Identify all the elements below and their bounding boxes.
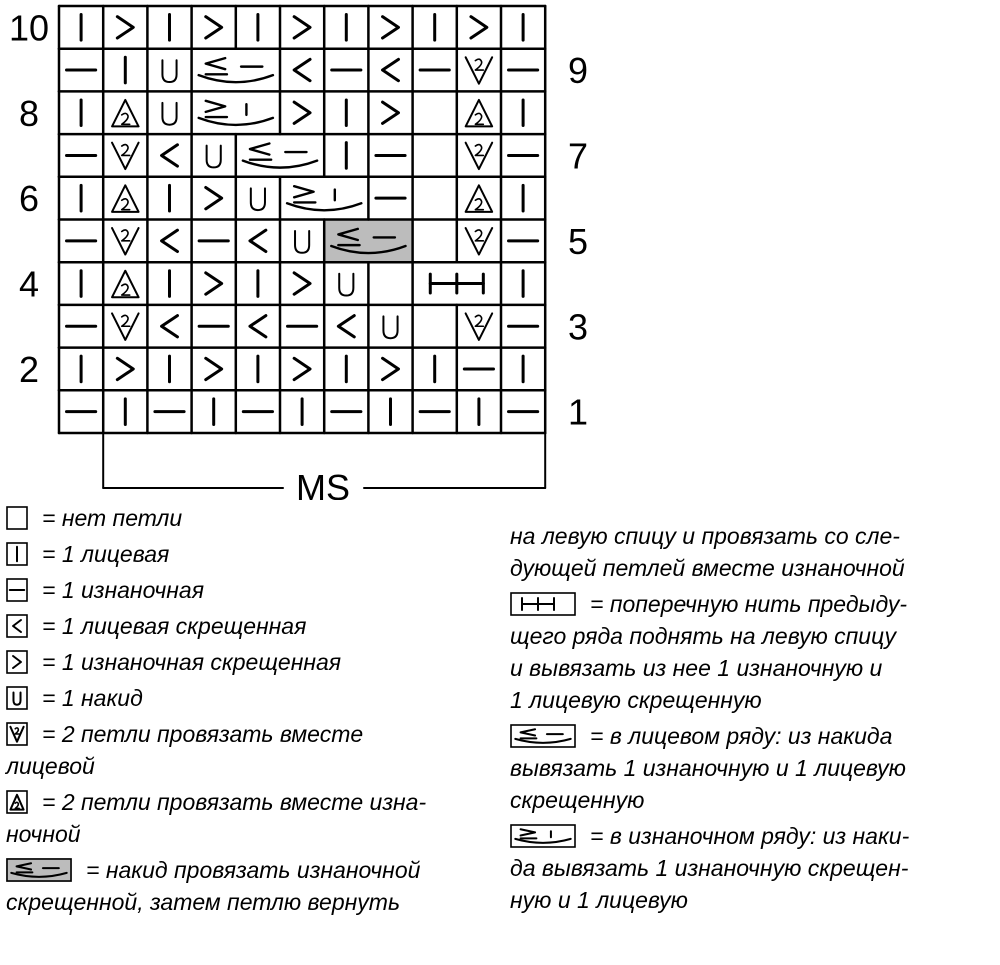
cell-wp: [287, 186, 361, 210]
legend-left-text: = 1 изнаночная: [42, 577, 204, 603]
legend-left-text: = 1 накид: [42, 685, 143, 711]
legend-right-text: вывязать 1 изнаночную и 1 лицевую: [510, 755, 906, 781]
legend-right-text: дующей петлей вместе изнаночной: [510, 555, 905, 581]
cell-ptbl: [338, 316, 354, 337]
ms-label: MS: [296, 467, 350, 500]
row-number-left: 8: [18, 92, 40, 134]
legend-yo-icon: [6, 686, 28, 710]
row-number-right: 5: [567, 220, 589, 262]
cell-yo: [339, 274, 353, 296]
row-number-left: 4: [18, 263, 40, 305]
row-number-right: 1: [567, 391, 589, 433]
legend-ws-icon: [510, 724, 576, 748]
legend-left-text: = 1 лицевая: [42, 541, 170, 567]
cell-yo: [162, 103, 176, 125]
cell-p2tog: [112, 271, 139, 297]
cell-ktbl: [117, 17, 133, 38]
cell-p2tog: [112, 100, 139, 126]
row-number-right: 9: [567, 50, 589, 92]
cell-ktbl: [117, 358, 133, 379]
legend-right-item: [510, 820, 1000, 916]
cell-ktbl: [383, 17, 399, 38]
cell-bar: [430, 274, 483, 293]
legend-p2tog-icon: [6, 790, 28, 814]
legend-wp-icon: [510, 824, 576, 848]
cell-ktbl: [294, 358, 310, 379]
cell-p2tog: [466, 100, 493, 126]
row-number-right: 3: [567, 306, 589, 348]
legend-left-item: [6, 502, 496, 534]
row-number-left: 2: [18, 348, 40, 390]
legend-wsg-icon: [6, 858, 72, 882]
cell-ktbl: [206, 17, 222, 38]
legend-empty-icon: [6, 506, 28, 530]
legend-left: [6, 502, 496, 922]
legend-right: [510, 520, 1000, 920]
cell-k2tog: [466, 228, 493, 254]
cell-yo: [251, 188, 265, 210]
legend-right-text: и вывязать из нее 1 изнаночную и: [510, 655, 883, 681]
legend-right-item: [510, 720, 1000, 816]
cell-ktbl: [294, 17, 310, 38]
legend-right-text: = поперечную нить предыду-: [590, 591, 908, 617]
legend-left-text: лицевой: [6, 753, 95, 779]
legend-left-item: [6, 610, 496, 642]
legend-right-text: скрещенную: [510, 787, 645, 813]
cell-p2tog: [112, 185, 139, 211]
cell-wsg: [324, 220, 412, 263]
legend-right-text: = в лицевом ряду: из накида: [590, 723, 893, 749]
cell-ktbl: [206, 187, 222, 208]
cell-ktbl: [294, 102, 310, 123]
cell-ktbl: [383, 102, 399, 123]
row-number-right: 7: [567, 135, 589, 177]
cell-ptbl: [383, 59, 399, 80]
legend-bar-icon: [510, 592, 576, 616]
legend-left-text: = 1 изнаночная скрещенная: [42, 649, 342, 675]
cell-yo: [162, 60, 176, 82]
legend-left-item: [6, 718, 496, 782]
legend-left-item: [6, 682, 496, 714]
cell-ptbl: [162, 145, 178, 166]
legend-left-item: [6, 646, 496, 678]
legend-left-text: ночной: [6, 821, 81, 847]
legend-p-icon: [6, 578, 28, 602]
cell-ws: [199, 58, 273, 82]
legend-right-text: = в изнаночном ряду: из наки-: [590, 823, 910, 849]
cell-k2tog: [466, 313, 493, 339]
legend-left-item: [6, 786, 496, 850]
legend-ptbl-icon: [6, 614, 28, 638]
cell-k2tog: [466, 143, 493, 169]
legend-left-text: = 1 лицевая скрещенная: [42, 613, 307, 639]
legend-ktbl-icon: [6, 650, 28, 674]
legend-right-text: щего ряда поднять на левую спицу: [510, 623, 896, 649]
legend-left-text: = 2 петли провязать вместе изна-: [42, 789, 427, 815]
cell-yo: [207, 146, 221, 168]
cell-yo: [383, 316, 397, 338]
legend-left-text: скрещенной, затем петлю вернуть: [6, 889, 401, 915]
legend-right-item: [510, 588, 1000, 716]
legend-k2tog-icon: [6, 722, 28, 746]
cell-ktbl: [206, 358, 222, 379]
cell-p2tog: [466, 185, 493, 211]
cell-ws: [243, 143, 317, 167]
cell-ptbl: [162, 230, 178, 251]
cell-ktbl: [471, 17, 487, 38]
legend-left-item: [6, 854, 496, 918]
cell-ktbl: [383, 358, 399, 379]
cell-ktbl: [294, 273, 310, 294]
legend-left-text: = нет петли: [42, 505, 183, 531]
legend-right-text: на левую спицу и провязать со сле-: [510, 523, 900, 549]
cell-ptbl: [294, 59, 310, 80]
cell-wp: [199, 101, 273, 125]
legend-right-item: [510, 520, 1000, 584]
cell-ptbl: [162, 316, 178, 337]
legend-k-icon: [6, 542, 28, 566]
cell-ptbl: [250, 316, 266, 337]
row-number-left: 6: [18, 178, 40, 220]
row-number-left: 10: [8, 7, 50, 49]
legend-left-item: [6, 538, 496, 570]
cell-k2tog: [112, 228, 139, 254]
legend-left-text: = 2 петли провязать вместе: [42, 721, 364, 747]
legend-right-text: 1 лицевую скрещенную: [510, 687, 762, 713]
cell-ptbl: [250, 230, 266, 251]
legend-right-text: да вывязать 1 изнаночную скрещен-: [510, 855, 909, 881]
legend-right-text: ную и 1 лицевую: [510, 887, 688, 913]
cell-k2tog: [112, 313, 139, 339]
legend-left-item: [6, 574, 496, 606]
cell-k2tog: [112, 143, 139, 169]
cell-yo: [295, 231, 309, 253]
cell-ktbl: [206, 273, 222, 294]
cell-k2tog: [466, 57, 493, 83]
legend-left-text: = накид провязать изнаночной: [86, 857, 421, 883]
